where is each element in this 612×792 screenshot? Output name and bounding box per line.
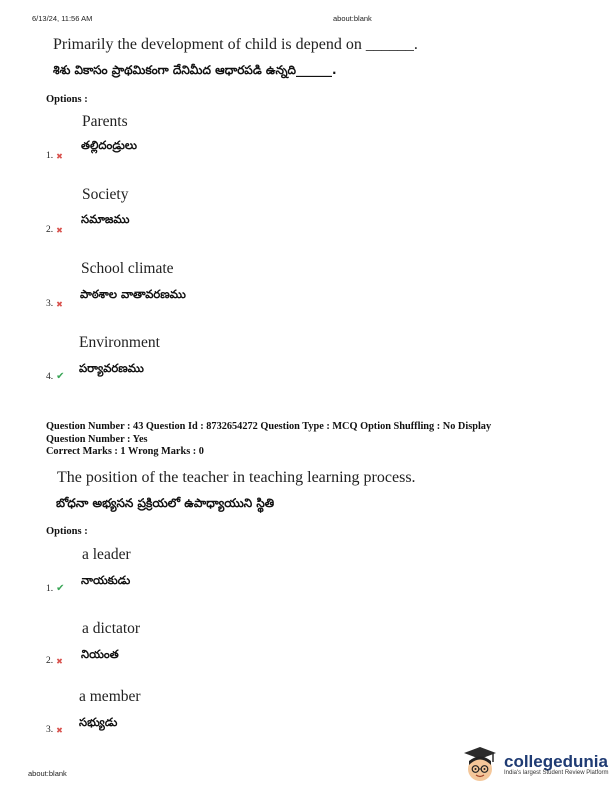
q1-option-3-telugu: పాఠశాల వాతావరణము: [80, 287, 186, 301]
question-1-english: Primarily the development of child is depend on ______.: [53, 36, 418, 53]
q1-option-3-english: School climate: [81, 260, 174, 277]
question-2-english: The position of the teacher in teaching learning process.: [57, 469, 416, 486]
cross-icon: ✖: [56, 725, 63, 735]
mascot-icon: [458, 744, 498, 784]
check-icon: ✔: [56, 371, 65, 382]
options-label-q1: Options :: [46, 94, 88, 105]
q1-option-2-number: 2. ✖: [46, 225, 63, 235]
check-icon: ✔: [56, 583, 65, 594]
question-2-meta-line-2: Question Number : Yes: [46, 433, 148, 445]
logo-tagline: India's largest Student Review Platform: [504, 769, 609, 776]
q2-option-2-number: 2. ✖: [46, 656, 63, 666]
cross-icon: ✖: [56, 225, 63, 235]
print-datetime: 6/13/24, 11:56 AM: [32, 14, 93, 23]
q2-option-1-english: a leader: [82, 546, 131, 563]
footer-url: about:blank: [28, 769, 67, 778]
q1-option-1-telugu: తల్లిదండ్రులు: [81, 138, 137, 152]
q2-option-1-number: 1. ✔: [46, 583, 65, 594]
q1-option-2-english: Society: [82, 186, 129, 203]
cross-icon: ✖: [56, 656, 63, 666]
q1-option-1-english: Parents: [82, 113, 128, 130]
print-url: about:blank: [333, 14, 372, 23]
q2-option-3-english: a member: [79, 688, 141, 705]
q2-option-3-telugu: సభ్యుడు: [79, 715, 118, 729]
question-1-telugu: శిశు వికాసం ప్రాథమికంగా దేనిమీద ఆధారపడి ఉన్నది______.: [53, 63, 337, 77]
q1-option-2-telugu: సమాజము: [81, 212, 130, 226]
question-2-meta: [46, 421, 491, 459]
q1-option-4-number: 4. ✔: [46, 371, 65, 382]
q2-option-2-telugu: నియంత: [81, 647, 119, 661]
cross-icon: ✖: [56, 151, 63, 161]
q2-option-2-english: a dictator: [82, 620, 141, 637]
collegedunia-logo: [458, 744, 609, 784]
logo-name: collegedunia: [504, 751, 608, 771]
question-2-telugu: బోధనా అభ్యసన ప్రక్రియలో ఉపాధ్యాయుని స్థితి: [56, 496, 275, 510]
q1-option-1-number: 1. ✖: [46, 151, 63, 161]
question-2-meta-line-3: Correct Marks : 1 Wrong Marks : 0: [46, 446, 204, 457]
options-label-q2: Options :: [46, 526, 88, 537]
q1-option-4-english: Environment: [79, 334, 160, 351]
q1-option-4-telugu: పర్యావరణము: [79, 361, 144, 375]
q2-option-1-telugu: నాయకుడు: [81, 573, 131, 587]
q1-option-3-number: 3. ✖: [46, 299, 63, 309]
cross-icon: ✖: [56, 299, 63, 309]
q2-option-3-number: 3. ✖: [46, 725, 63, 735]
question-2-meta-line-1: Question Number : 43 Question Id : 8732654272 Question Type : MCQ Option Shuffling : No Display: [46, 421, 492, 432]
